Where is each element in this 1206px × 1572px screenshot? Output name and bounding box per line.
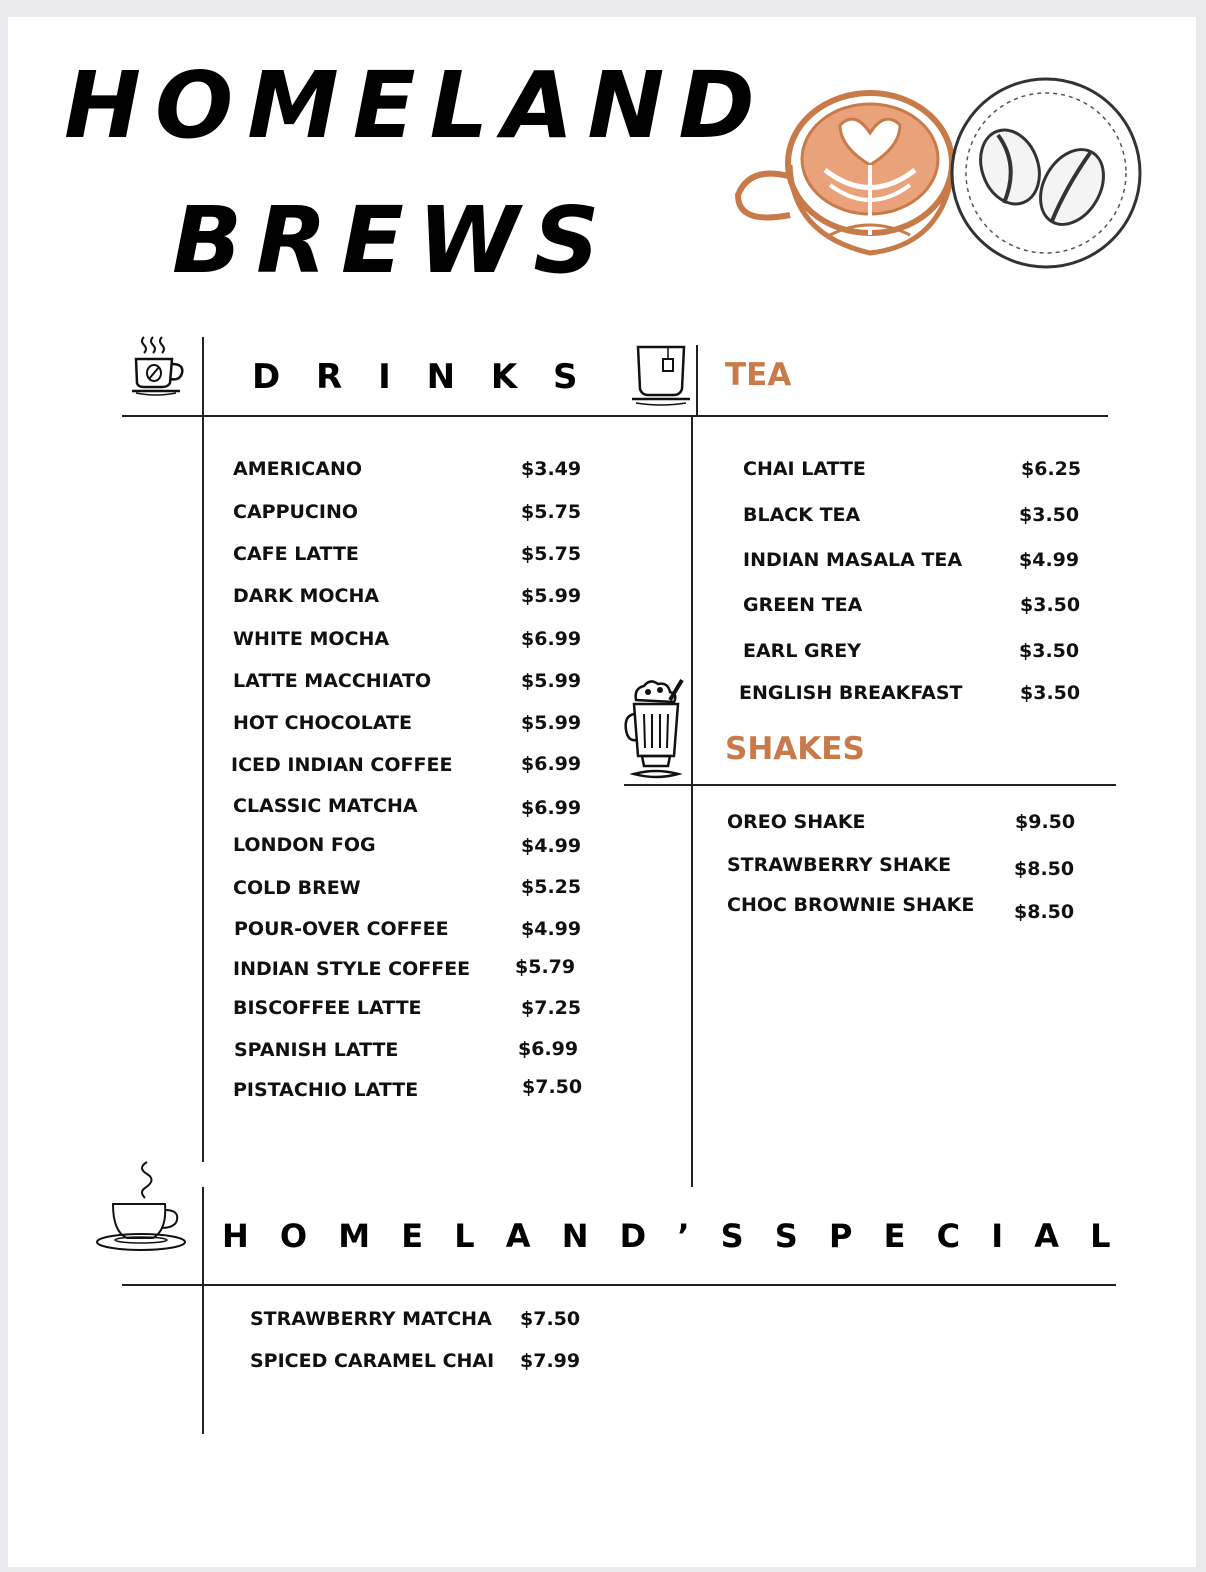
drinks-heading: D R I N K S	[252, 357, 590, 397]
list-item-name: OREO SHAKE	[727, 811, 866, 833]
list-item-price: $5.79	[515, 956, 576, 978]
list-item-name: AMERICANO	[233, 458, 362, 480]
list-item-name: CLASSIC MATCHA	[233, 795, 418, 817]
list-item-price: $8.50	[1014, 858, 1075, 880]
list-item-name: CHOC BROWNIE SHAKE	[727, 894, 975, 916]
list-item-price: $5.75	[521, 543, 582, 565]
list-item-name: DARK MOCHA	[233, 585, 380, 607]
drinks-column-rule	[202, 337, 204, 1162]
list-item-name: SPICED CARAMEL CHAI	[250, 1350, 495, 1372]
list-item-name: CHAI LATTE	[743, 458, 866, 480]
list-item-name: WHITE MOCHA	[233, 628, 390, 650]
list-item-price: $3.50	[1019, 504, 1080, 526]
tea-header-rule	[696, 345, 698, 417]
list-item-name: STRAWBERRY MATCHA	[250, 1308, 492, 1330]
list-item-price: $7.99	[520, 1350, 581, 1372]
list-item-price: $5.25	[521, 876, 582, 898]
section-divider-top	[122, 415, 1108, 417]
list-item-name: STRAWBERRY SHAKE	[727, 854, 952, 876]
title-line-2: BREWS	[172, 187, 614, 294]
list-item-name: BISCOFFEE LATTE	[233, 997, 422, 1019]
list-item-price: $8.50	[1014, 901, 1075, 923]
milkshake-icon	[622, 678, 690, 782]
list-item-name: COLD BREW	[233, 877, 361, 899]
list-item-price: $7.50	[522, 1076, 583, 1098]
list-item-price: $5.99	[521, 712, 582, 734]
list-item-price: $3.50	[1020, 682, 1081, 704]
list-item-price: $6.99	[518, 1038, 579, 1060]
list-item-name: GREEN TEA	[743, 594, 863, 616]
list-item-name: INDIAN STYLE COFFEE	[233, 958, 471, 980]
list-item-price: $6.99	[521, 628, 582, 650]
list-item-price: $5.99	[521, 670, 582, 692]
list-item-name: INDIAN MASALA TEA	[743, 549, 963, 571]
list-item-price: $9.50	[1015, 811, 1076, 833]
list-item-name: CAFE LATTE	[233, 543, 359, 565]
special-divider	[122, 1284, 1116, 1286]
list-item-price: $4.99	[521, 835, 582, 857]
list-item-price: $7.50	[520, 1308, 581, 1330]
list-item-name: CAPPUCINO	[233, 501, 358, 523]
shakes-heading: SHAKES	[725, 731, 865, 767]
list-item-price: $3.50	[1020, 594, 1081, 616]
tea-heading: TEA	[725, 357, 792, 393]
coffee-cup-steam-icon	[95, 1160, 187, 1254]
title-line-1: HOMELAND	[64, 52, 769, 159]
list-item-price: $6.99	[521, 797, 582, 819]
list-item-name: PISTACHIO LATTE	[233, 1079, 419, 1101]
list-item-name: ICED INDIAN COFFEE	[231, 754, 453, 776]
list-item-price: $6.99	[521, 753, 582, 775]
tea-column-rule	[691, 417, 693, 1187]
tea-cup-icon	[630, 345, 692, 407]
latte-art-cup-icon	[730, 85, 960, 265]
list-item-price: $3.50	[1019, 640, 1080, 662]
list-item-price: $3.49	[521, 458, 582, 480]
list-item-name: BLACK TEA	[743, 504, 861, 526]
list-item-price: $7.25	[521, 997, 582, 1019]
list-item-price: $5.99	[521, 585, 582, 607]
special-column-rule	[202, 1187, 204, 1434]
list-item-price: $4.99	[521, 918, 582, 940]
list-item-name: HOT CHOCOLATE	[233, 712, 412, 734]
list-item-name: SPANISH LATTE	[234, 1039, 399, 1061]
list-item-name: EARL GREY	[743, 640, 861, 662]
list-item-price: $6.25	[1021, 458, 1082, 480]
list-item-name: LATTE MACCHIATO	[233, 670, 432, 692]
list-item-name: POUR-OVER COFFEE	[234, 918, 449, 940]
list-item-name: LONDON FOG	[233, 834, 376, 856]
list-item-price: $5.75	[521, 501, 582, 523]
shakes-divider	[624, 784, 1116, 786]
special-heading: H O M E L A N D ’ S S P E C I A L	[222, 1217, 1121, 1255]
coffee-cup-icon	[130, 335, 188, 397]
coffee-beans-icon	[948, 75, 1144, 271]
list-item-name: ENGLISH BREAKFAST	[739, 682, 963, 704]
list-item-price: $4.99	[1019, 549, 1080, 571]
